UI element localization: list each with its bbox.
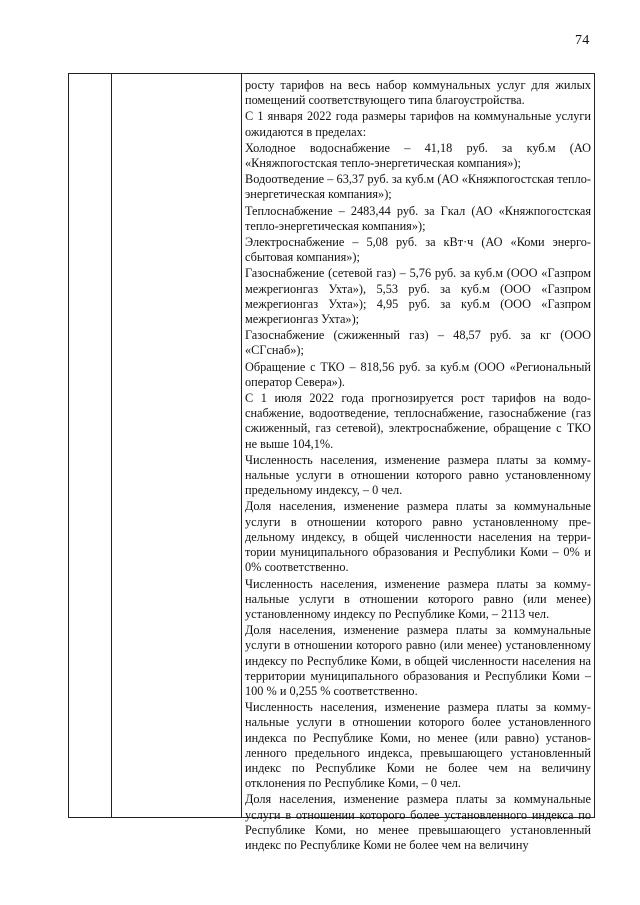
column-divider-1 <box>111 74 112 817</box>
column-divider-2 <box>241 74 242 817</box>
paragraph: Обращение с ТКО – 818,56 руб. за куб.м (ООО «Региональный оператор Севера»). <box>245 359 591 389</box>
paragraph: Водоотведение – 63,37 руб. за куб.м (АО «Княжпогостская тепло-энергетическая компания»); <box>245 172 591 202</box>
paragraph: Численность населения, изменение размера платы за коммунальные услуги в отношении которого равно (или менее) установленному индексу по Республике Коми, – 2113 чел. <box>245 576 591 621</box>
paragraph: Газоснабжение (сжиженный газ) – 48,57 руб. за кг (ООО «СГснаб»); <box>245 328 591 358</box>
document-table <box>68 73 595 852</box>
paragraph: Численность населения, изменение размера платы за коммунальные услуги в отношении которого более установленного индекса по Республике Коми, но менее (или равно) установленного предельного индекса, превышающего установленный индекс по Республике Коми не более чем на величину отклонения по Республике Коми, – 0 чел. <box>245 700 591 791</box>
paragraph: Доля населения, изменение размера платы за коммунальные услуги в отношении которого равно установленному предельному индексу, в общей численности населения на территории муниципального образования и Республики Коми – 0% и 0% соответственно. <box>245 499 591 575</box>
paragraph: С 1 июля 2022 года прогнозируется рост тарифов на водоснабжение, водоотведение, теплоснабжение, газоснабжение (газ сжиженный, газ сетевой), электроснабжение, обращение с ТКО не выше 104,1%. <box>245 391 591 451</box>
paragraph: Численность населения, изменение размера платы за коммунальные услуги в отношении которого равно установленному предельному индексу, – 0 чел. <box>245 452 591 498</box>
paragraph: Доля населения, изменение размера платы за коммунальные услуги в отношении которого равно (или менее) установленному индексу по Республике Коми, в общей численности населения на территории муниципального образования и Республики Коми – 100 % и 0,255 % соответственно. <box>245 623 591 698</box>
table-text-cell <box>245 78 591 852</box>
paragraph: Электроснабжение – 5,08 руб. за кВт·ч (АО «Коми энергосбытовая компания»); <box>245 235 591 265</box>
paragraph: росту тарифов на весь набор коммунальных услуг для жилых помещений соответствующего типа благоустройства. <box>245 78 591 108</box>
paragraph: Теплоснабжение – 2483,44 руб. за Гкал (АО «Княжпогостская тепло-энергетическая компания»); <box>245 203 591 233</box>
page-number: 74 <box>575 33 590 48</box>
paragraph: Доля населения, изменение размера платы за коммунальные услуги в отношении которого более установленного индекса по Республике Коми, но менее превышающего установленный индекс по Республике Коми не более чем на величину <box>245 792 591 852</box>
paragraph: Холодное водоснабжение – 41,18 руб. за куб.м (АО «Княжпогостская тепло-энергетическая компания»); <box>245 140 591 171</box>
paragraph: С 1 января 2022 года размеры тарифов на коммунальные услуги ожидаются в пределах: <box>245 109 591 139</box>
paragraph: Газоснабжение (сетевой газ) – 5,76 руб. за куб.м (ООО «Газпром межрегионгаз Ухта»), 5,53 руб. за куб.м (ООО «Газпром межрегионгаз Ухта»); 4,95 руб. за куб.м (ООО «Газпром межрегионгаз Ухта»); <box>245 266 591 327</box>
